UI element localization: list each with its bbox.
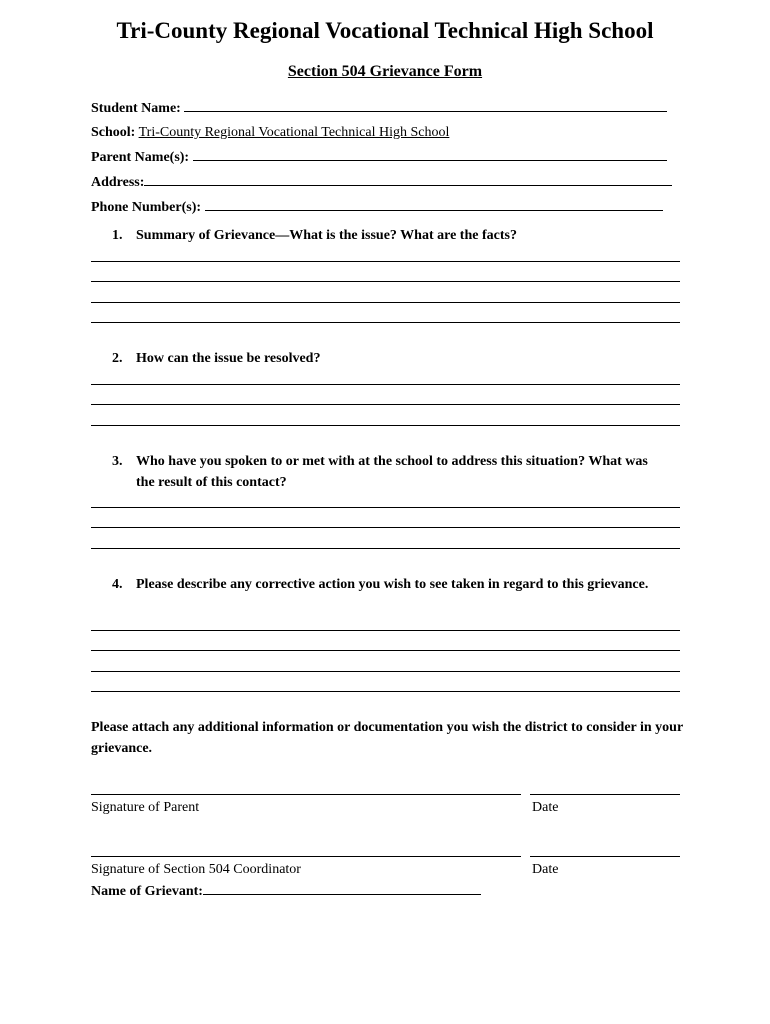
page-title: Tri-County Regional Vocational Technical High School xyxy=(116,18,654,43)
school-row xyxy=(91,124,449,142)
question-number: 2. xyxy=(112,351,123,366)
parent-names-row xyxy=(91,148,667,167)
address-field[interactable] xyxy=(144,173,672,186)
address-row xyxy=(91,173,672,192)
answer-line[interactable] xyxy=(91,527,680,528)
answer-line[interactable] xyxy=(91,281,680,282)
phone-label: Phone Number(s): xyxy=(91,200,202,215)
question-number: 3. xyxy=(112,454,123,469)
coordinator-date-line[interactable] xyxy=(530,856,680,857)
form-subtitle: Section 504 Grievance Form xyxy=(287,63,483,80)
answer-line[interactable] xyxy=(91,384,680,385)
answer-line[interactable] xyxy=(91,650,680,651)
student-name-row xyxy=(91,99,667,118)
question-number: 4. xyxy=(112,577,123,592)
parent-signature-line[interactable] xyxy=(91,794,521,795)
answer-line[interactable] xyxy=(91,691,680,692)
question-text: Who have you spoken to or met with at the school to address this situation? What was the result of this contact? xyxy=(136,454,648,490)
grievant-name-field[interactable] xyxy=(203,882,481,895)
question-text: How can the issue be resolved? xyxy=(136,351,321,366)
answer-line[interactable] xyxy=(91,425,680,426)
grievant-row xyxy=(91,882,481,900)
school-label: School: xyxy=(91,125,136,140)
answer-line[interactable] xyxy=(91,507,680,508)
answer-line[interactable] xyxy=(91,322,680,323)
grievant-label: Name of Grievant: xyxy=(91,884,203,899)
question-text: Summary of Grievance—What is the issue? What are the facts? xyxy=(136,228,517,243)
address-label: Address: xyxy=(91,175,145,190)
answer-line[interactable] xyxy=(91,261,680,262)
parent-signature-label: Signature of Parent xyxy=(91,800,200,815)
question-text: Please describe any corrective action you wish to see taken in regard to this grievance. xyxy=(136,577,649,592)
answer-line[interactable] xyxy=(91,302,680,303)
coordinator-signature-label: Signature of Section 504 Coordinator xyxy=(91,862,301,877)
coordinator-signature-line[interactable] xyxy=(91,856,521,857)
date-label: Date xyxy=(532,862,559,877)
school-value: Tri-County Regional Vocational Technical High School xyxy=(138,125,450,140)
student-name-label: Student Name: xyxy=(91,101,181,116)
date-label: Date xyxy=(532,800,559,815)
parent-names-label: Parent Name(s): xyxy=(91,150,190,165)
question-number: 1. xyxy=(112,228,123,243)
student-name-field[interactable] xyxy=(184,99,667,112)
phone-row xyxy=(91,198,663,217)
parent-date-line[interactable] xyxy=(530,794,680,795)
answer-line[interactable] xyxy=(91,630,680,631)
parent-names-field[interactable] xyxy=(193,148,667,161)
answer-line[interactable] xyxy=(91,671,680,672)
answer-line[interactable] xyxy=(91,548,680,549)
attachment-note: Please attach any additional information or documentation you wish the district to consider in your grievance. xyxy=(91,720,683,756)
phone-field[interactable] xyxy=(205,198,663,211)
answer-line[interactable] xyxy=(91,404,680,405)
